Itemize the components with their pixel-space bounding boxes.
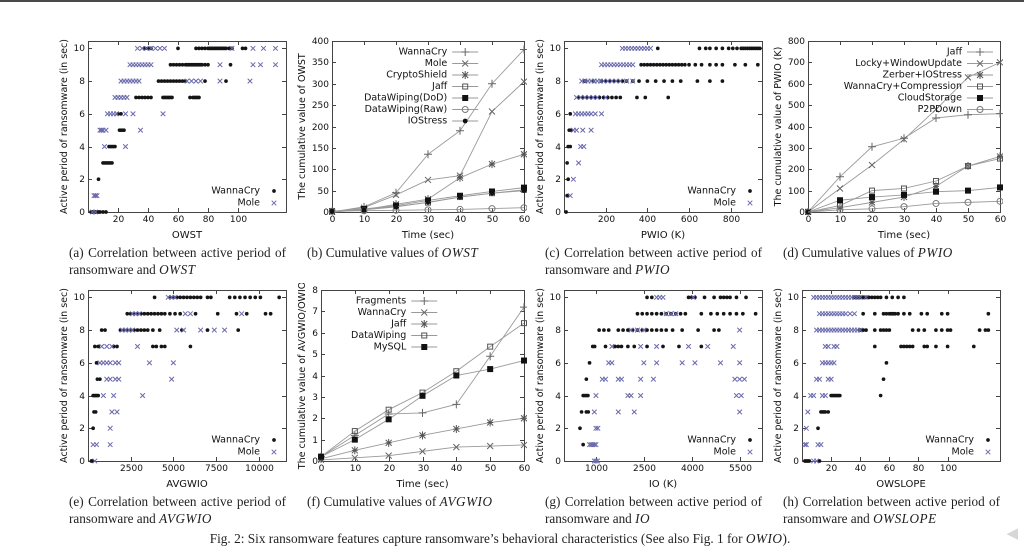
figure-grid bbox=[57, 34, 1008, 528]
subplot-g bbox=[533, 283, 770, 527]
subplot-c-caption bbox=[533, 244, 770, 278]
caption-label: (g) bbox=[545, 494, 561, 510]
caption-label: (d) bbox=[783, 245, 799, 260]
subplot-c bbox=[533, 34, 770, 278]
caption-text: Cumulative values of bbox=[323, 494, 437, 510]
subplot-d bbox=[771, 34, 1008, 278]
caption-text: Correlation between active period of ransomware and bbox=[545, 494, 762, 526]
caption-text: Correlation between active period of ransomware and bbox=[69, 245, 287, 277]
chart-canvas-b bbox=[295, 34, 532, 244]
carousel-prev-icon[interactable]: ◀ bbox=[1006, 524, 1018, 542]
subplot-h bbox=[771, 283, 1008, 527]
subplot-b bbox=[295, 34, 532, 278]
caption-label: (e) bbox=[69, 494, 84, 510]
chart-canvas-h bbox=[771, 283, 1008, 493]
figure-caption-feature: OWIO bbox=[745, 531, 783, 546]
caption-feature: AVGWIO bbox=[439, 494, 493, 510]
caption-text: Cumulative values of bbox=[801, 245, 915, 260]
chart-canvas-f bbox=[295, 283, 532, 493]
caption-label: (b) bbox=[307, 245, 323, 260]
caption-label: (f) bbox=[307, 494, 321, 510]
figure-caption-suffix: ). bbox=[782, 531, 791, 546]
chart-canvas-d bbox=[771, 34, 1008, 244]
subplot-a bbox=[57, 34, 294, 278]
subplot-f bbox=[295, 283, 532, 527]
figure-caption-prefix: Fig. 2: Six ransomware features capture ransomware’s behavioral characteristics (See also Fig. 1 for bbox=[209, 531, 743, 546]
caption-text: Cumulative values of bbox=[325, 245, 439, 260]
caption-feature: OWST bbox=[159, 261, 196, 277]
subplot-d-caption bbox=[771, 244, 1008, 262]
caption-text: Correlation between active period of ransomware and bbox=[69, 494, 287, 526]
caption-feature: PWIO bbox=[917, 245, 953, 260]
subplot-a-caption bbox=[57, 244, 294, 278]
subplot-h-caption bbox=[771, 493, 1008, 527]
caption-text: Correlation between active period of ransomware and bbox=[545, 245, 763, 277]
subplot-e-caption bbox=[57, 493, 294, 527]
caption-feature: OWSLOPE bbox=[873, 510, 937, 526]
chart-canvas-c bbox=[533, 34, 770, 244]
caption-label: (c) bbox=[545, 245, 560, 260]
subplot-b-caption bbox=[295, 244, 532, 262]
chart-canvas-a bbox=[57, 34, 294, 244]
caption-feature: OWST bbox=[441, 245, 479, 260]
subplot-f-caption bbox=[295, 493, 532, 511]
caption-label: (h) bbox=[783, 494, 799, 510]
caption-text: Correlation between active period of ransomware and bbox=[783, 494, 1000, 526]
caption-feature: AVGWIO bbox=[159, 510, 212, 526]
chart-canvas-g bbox=[533, 283, 770, 493]
caption-label: (a) bbox=[69, 245, 84, 260]
figure-caption bbox=[0, 531, 1000, 547]
subplot-g-caption bbox=[533, 493, 770, 527]
chart-canvas-e bbox=[57, 283, 294, 493]
caption-feature: PWIO bbox=[635, 261, 671, 277]
subplot-e bbox=[57, 283, 294, 527]
caption-feature: IO bbox=[635, 510, 650, 526]
